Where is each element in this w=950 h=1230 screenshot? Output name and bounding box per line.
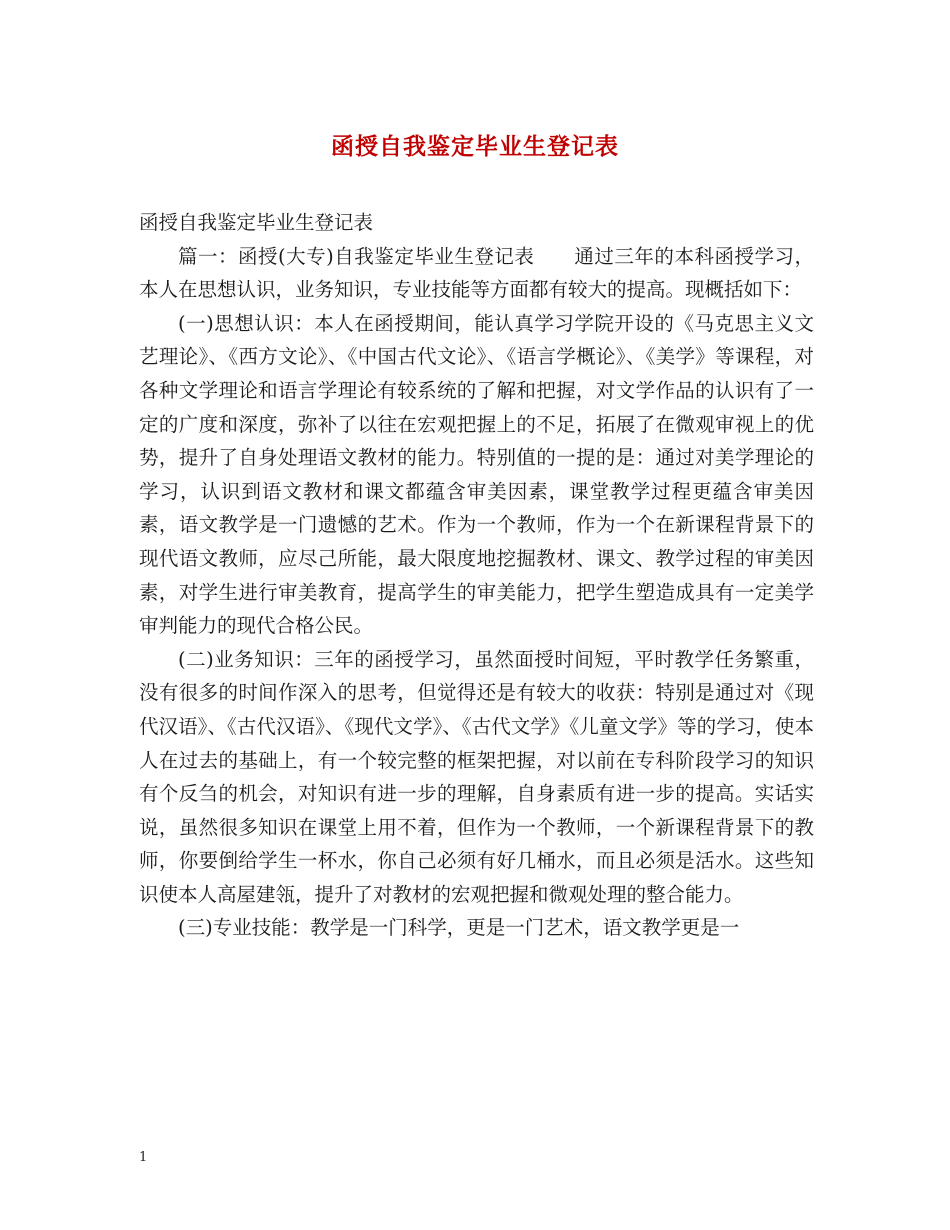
document-title: 函授自我鉴定毕业生登记表 [331, 133, 619, 160]
subtitle-paragraph: 函授自我鉴定毕业生登记表 [139, 211, 374, 234]
section-three-paragraph: (三)专业技能：教学是一门科学，更是一门艺术，语文教学更是一 [178, 916, 740, 940]
section-two-paragraph: (二)业务知识：三年的函授学习，虽然面授时间短，平时教学任务繁重，没有很多的时间作深入的思考，但觉得还是有较大的收获：特别是通过对《现代汉语》、《古代汉语》、《现代文学》、《古代文学》《儿童文学》等的学习，使本人在过去的基础上，有一个较完整的框架把握，对以前在专科阶段学习的知识有个反刍的机会，对知识有进一步的理解，自身素质有进一步的提高。实话实说，虽然很多知识在课堂上用不着，但作为一个教师，一个新课程背景下的教师，你要倒给学生一杯水，你自己必须有好几桶水，而且必须是活水。这些知识使本人高屋建瓴，提升了对教材的宏观把握和微观处理的整合能力。 [139, 647, 814, 906]
page-number: 1 [139, 1150, 148, 1165]
document-body [139, 206, 814, 945]
section-one-paragraph: (一)思想认识：本人在函授期间，能认真学习学院开设的《马克思主义文艺理论》、《西方文论》、《中国古代文论》、《语言学概论》、《美学》等课程，对各种文学理论和语言学理论有较系统的了解和把握，对文学作品的认识有了一定的广度和深度，弥补了以往在宏观把握上的不足，拓展了在微观审视上的优势，提升了自身处理语文教材的能力。特别值的一提的是：通过对美学理论的学习，认识到语文教材和课文都蕴含审美因素，课堂教学过程更蕴含审美因素，语文教学是一门遗憾的艺术。作为一个教师，作为一个在新课程背景下的现代语文教师，应尽己所能，最大限度地挖掘教材、课文、教学过程的审美因素，对学生进行审美教育，提高学生的审美能力，把学生塑造成具有一定美学审判能力的现代合格公民。 [139, 311, 814, 638]
intro-paragraph: 篇一：函授(大专)自我鉴定毕业生登记表 通过三年的本科函授学习，本人在思想认识，业务知识，专业技能等方面都有较大的提高。现概括如下： [139, 244, 814, 302]
